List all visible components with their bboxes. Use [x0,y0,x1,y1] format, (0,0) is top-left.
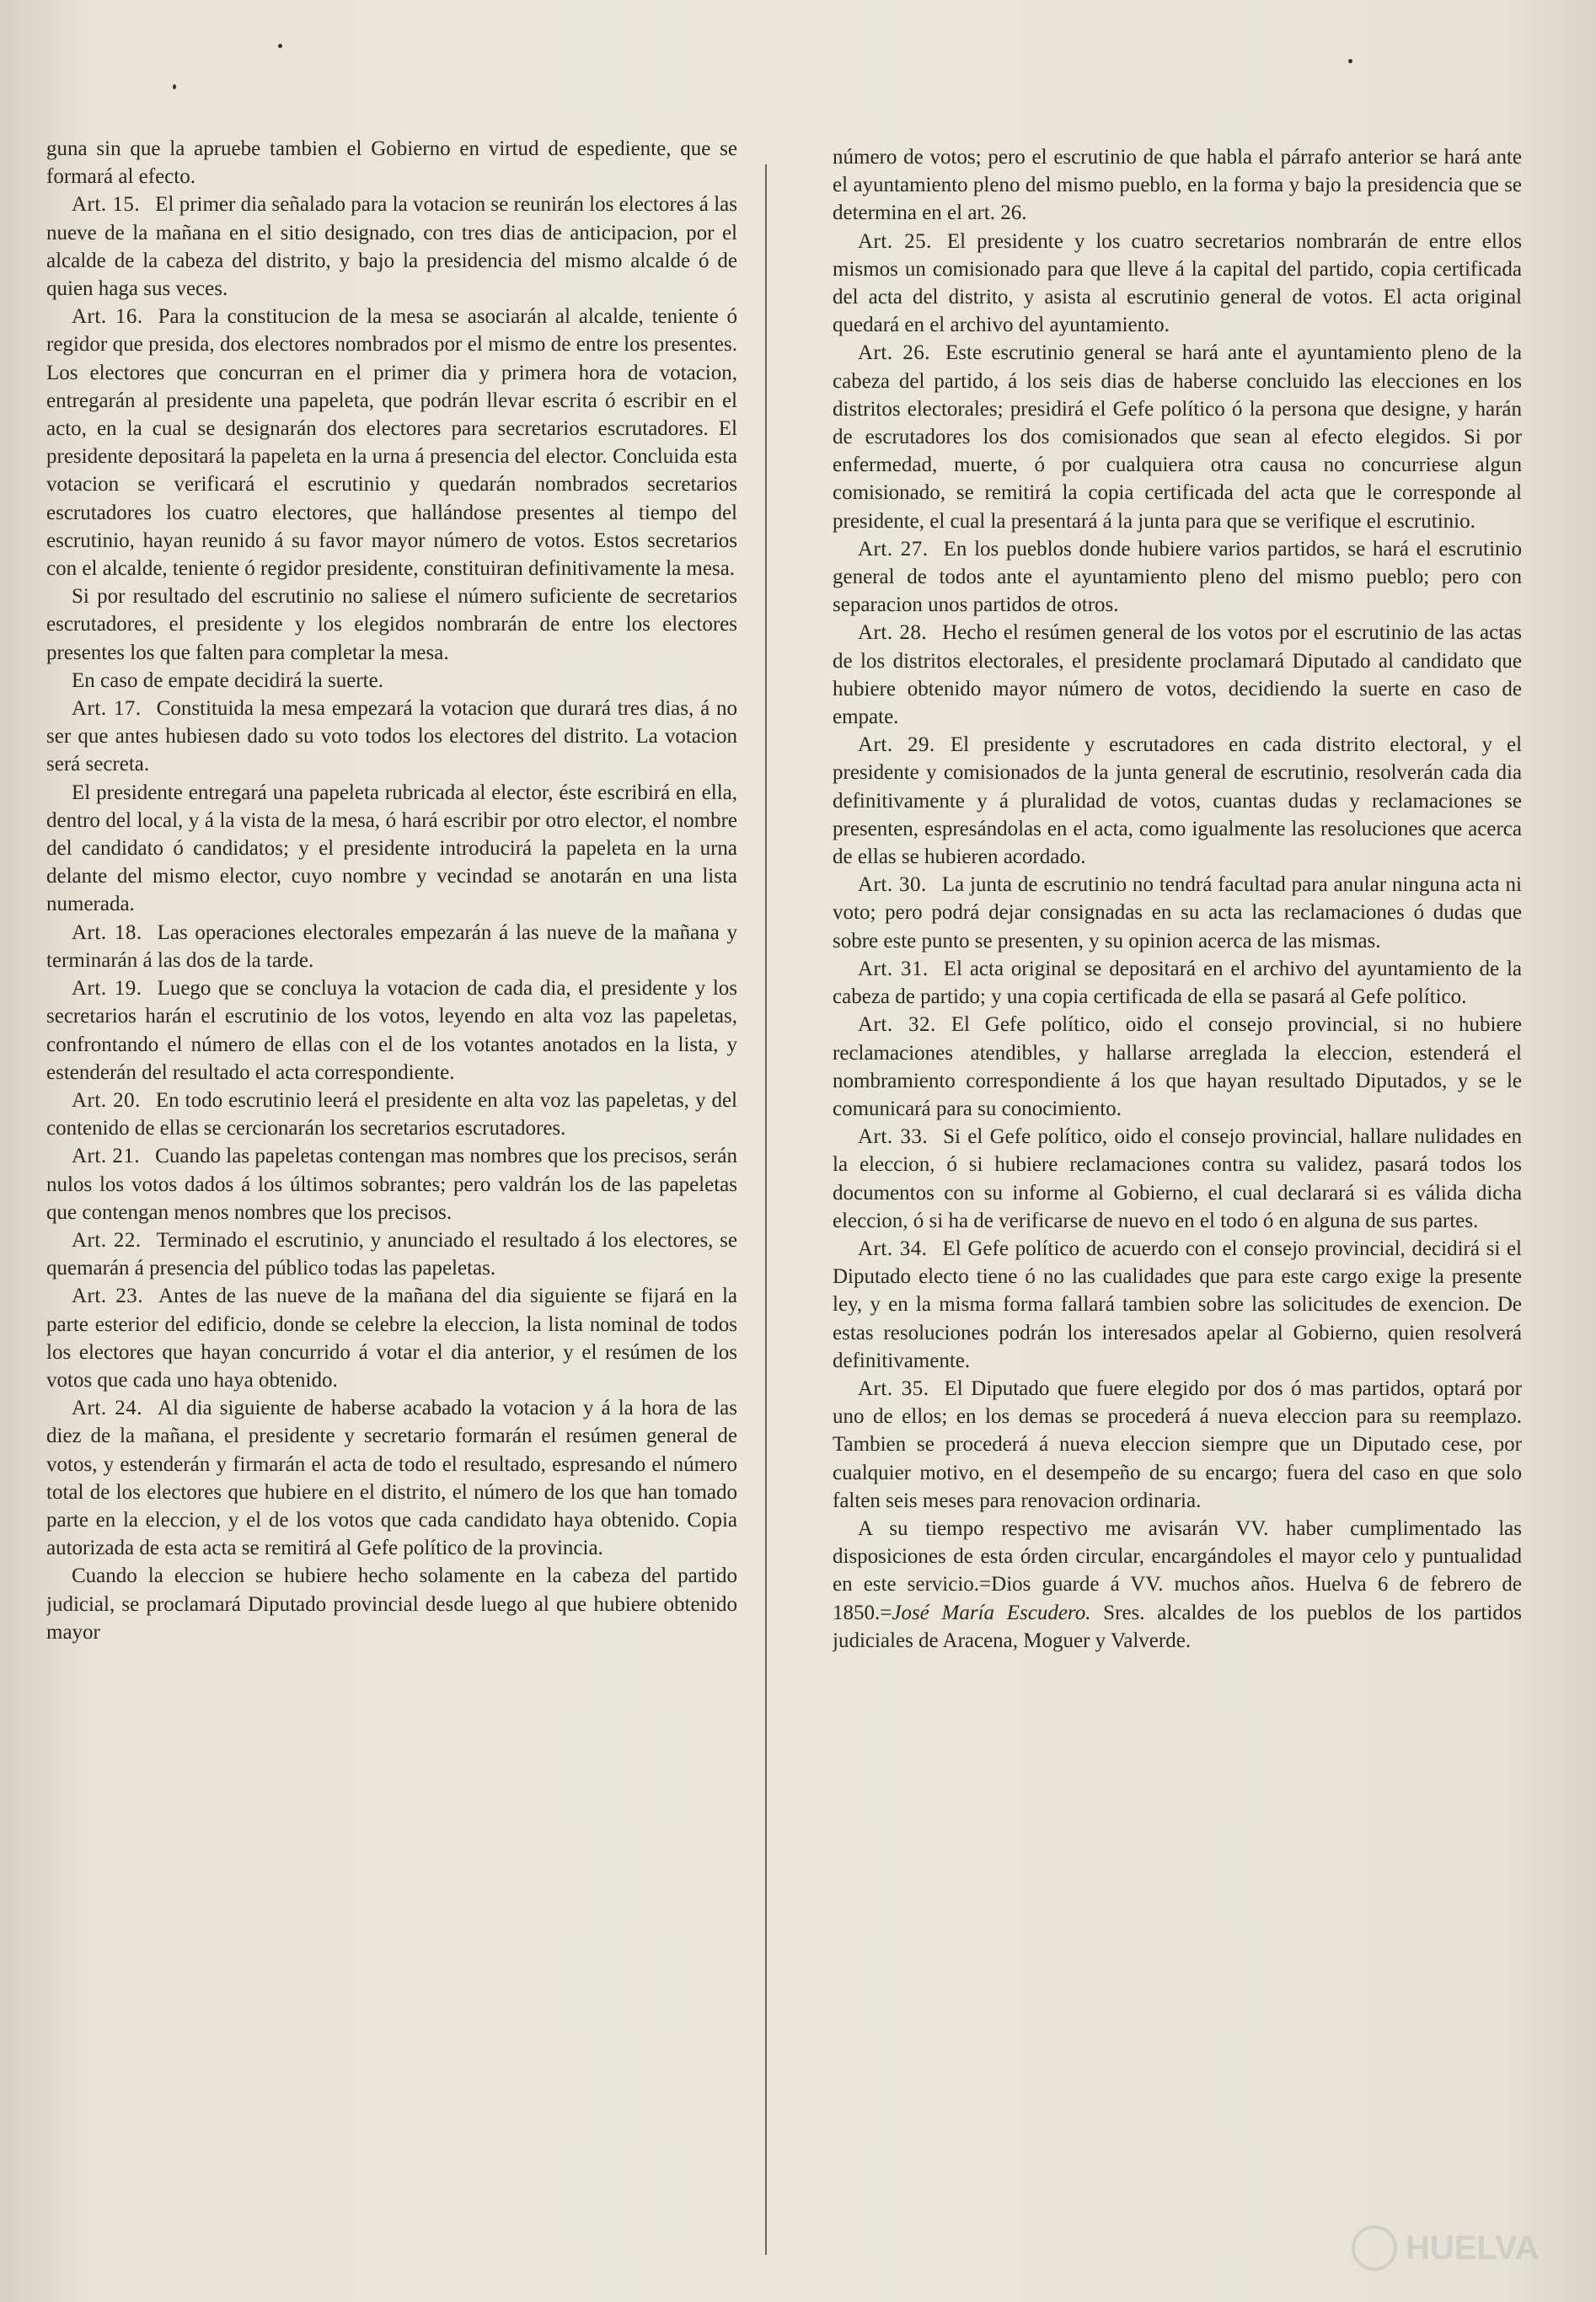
paragraph-text: Las operaciones electorales empezarán á las nueve de la mañana y terminarán á las dos de la tarde. [46,920,737,972]
paragraph [46,974,737,1087]
paragraph-text: Si por resultado del escrutinio no saliese el número suficiente de secretarios escrutadores, el presidente y los elegidos nombrarán de entre los electores presentes los que falten para completar la mesa. [46,585,737,664]
paragraph [833,1011,1522,1123]
paragraph-text: El presidente y escrutadores en cada distrito electoral, y el presidente y comisionados de la junta general de escrutinio, resolverán cada dia definitivamente y á pluralidad de votos, cuantas dudas y reclamaciones se presenten, espresándolas en el acta, como igualmente las resoluciones que acerca de ellas se hubieren acordado. [833,733,1522,869]
article-label: Art. 27. [858,537,929,561]
paragraph-text: El presidente entregará una papeleta rubricada al elector, éste escribirá en ella, dentro del local, y á la vista de la mesa, ó hará escribir por otro elector, el nombre del candidato ó candidatos; y el presidente introducirá la papeleta en la urna delante del mismo elector, cuyo nombre y vecindad se anotarán en una lista numerada. [46,781,737,916]
paragraph-text: Para la constitucion de la mesa se asociarán al alcalde, teniente ó regidor que presida, dos electores nombrados por el mismo de entre los presentes. Los electores que concurran en el primer dia y primera hora de votacion, entregarán al presidente una papeleta, que podrán llevar escrita ó escribir en el acto, en la cual se designarán dos electores para secretarios escrutadores. El presidente depositará la papeleta en la urna á presencia del elector. Concluida esta votacion se verificará el escrutinio y quedarán nombrados secretarios escrutadores los cuatro electores, que hallándose presentes al tiempo del escrutinio, hayan reunido á su favor mayor número de votos. Estos secretarios con el alcalde, teniente ó regidor presidente, constituiran definitivamente la mesa. [46,305,737,581]
paragraph-text: En todo escrutinio leerá el presidente en alta voz las papeletas, y del contenido de ellas se cercionarán los secretarios escrutadores. [46,1088,737,1140]
paragraph [46,667,737,695]
paragraph-text: Terminado el escrutinio, y anunciado el resultado á los electores, se quemarán á presencia del público todas las papeletas. [46,1228,737,1280]
paragraph-text: número de votos; pero el escrutinio de que habla el párrafo anterior se hará ante el ayuntamiento pleno del mismo pueblo, en la forma y bajo la presidencia que se determina en el art. 26. [833,146,1522,225]
paragraph [46,1562,737,1646]
paragraph [833,339,1522,534]
left-column [46,135,737,2234]
paragraph-text: Este escrutinio general se hará ante el ayuntamiento pleno de la cabeza del partido, á los seis dias de haberse concluido las elecciones en los distritos electorales; presidirá el Gefe político ó la persona que designe, y harán de escrutadores los dos comisionados que sean al efecto elegidos. Si por enfermedad, muerte, ó por cualquiera otra causa no concurriese algun comisionado, se remitirá la copia certificada del acta que le corresponde al presidente, el cual la presentará á la junta para que se verifique el escrutinio. [833,341,1522,533]
paragraph-text: Cuando la eleccion se hubiere hecho solamente en la cabeza del partido judicial, se proclamará Diputado provincial desde luego al que hubiere obtenido mayor [46,1564,737,1644]
ink-speck [278,44,282,48]
article-label: Art. 33. [858,1125,929,1149]
paragraph-text: Al dia siguiente de haberse acabado la votacion y á la hora de las diez de la mañana, el presidente y secretario formarán el resúmen general de votos, y estenderán y firmarán el acta de todo el resultado, espresando el número total de los electores que hubiere en el distrito, el número de los que han tomado parte en la eleccion, y el de los votos que cada candidato haya obtenido. Copia autorizada de esta acta se remitirá al Gefe político de la provincia. [46,1397,737,1560]
ink-speck [1348,59,1352,63]
paragraph-text: El primer dia señalado para la votacion se reunirán los electores á las nueve de la mañana en el sitio designado, con tres dias de anticipacion, por el alcalde de la cabeza del distrito, y bajo la presidencia del mismo alcalde ó de quien haga sus veces. [46,193,737,301]
paragraph-text: El Gefe político, oido el consejo provincial, si no hubiere reclamaciones atendibles, y hallarse arreglada la eleccion, estenderá el nombramiento correspondiente á los que hayan resultado Diputados, y se le comunicará para su conocimiento. [833,1013,1522,1120]
right-column [833,143,1522,2259]
article-label: Art. 24. [72,1397,142,1420]
paragraph-text: Luego que se concluya la votacion de cada dia, el presidente y los secretarios harán el escrutinio de los votos, leyendo en alta voz las papeletas, confrontando el número de ellas con el de los votantes anotados en la lista, y estenderán del resultado el acta correspondiente. [46,977,737,1084]
paragraph [46,582,737,667]
paragraph [833,955,1522,1011]
paragraph-text: Hecho el resúmen general de los votos por el escrutinio de las actas de los distritos electorales, el presidente proclamará Diputado al candidato que hubiere obtenido mayor número de votos, decidiendo la suerte en caso de empate. [833,621,1522,729]
paragraph [833,619,1522,731]
paragraph [833,1375,1522,1515]
paragraph [46,303,737,582]
article-label: Art. 35. [858,1376,929,1400]
article-label: Art. 16. [72,305,143,329]
paragraph [46,1226,737,1282]
signer-name: José María Escudero. [892,1601,1091,1624]
recipients-text: Sres. alcaldes de los pueblos de los partidos judiciales de Aracena, Moguer y Valverde. [833,1601,1522,1652]
article-label: Art. 31. [858,957,929,980]
closing-paragraph [833,1515,1522,1655]
paragraph-text: A su tiempo respectivo me avisarán VV. haber cumplimentado las disposiciones de esta órden circular, encargándoles el mayor celo y puntualidad en este servicio.=Dios guarde á VV. muchos años. Huelva 6 de febrero de 1850.= [833,1516,1522,1624]
paragraph [833,1123,1522,1235]
article-label: Art. 15. [72,193,141,217]
paragraph-text: Si el Gefe político, oido el consejo provincial, hallare nulidades en la eleccion, ó si hubiere reclamaciones contra su validez, pasará todos los documentos con su informe al Gobierno, el cual declarará si es válida dicha eleccion, ó si ha de verificarse de nuevo en el todo ó en alguna de sus partes. [833,1125,1522,1232]
paragraph [833,731,1522,871]
paragraph [46,1142,737,1226]
ink-speck [173,84,176,89]
article-label: Art. 32. [858,1013,936,1037]
paragraph [833,871,1522,955]
paragraph-text: La junta de escrutinio no tendrá facultad para anular ninguna acta ni voto; pero podrá dejar consignadas en su acta las reclamaciones ó dudas que sobre este punto se presenten, y su opinion acerca de las mismas. [833,873,1522,952]
archive-logo-icon [1352,2225,1397,2271]
paragraph [833,143,1522,228]
archive-watermark [1352,2223,1562,2273]
paragraph [46,919,737,974]
article-label: Art. 19. [72,977,142,1001]
paragraph-text: Cuando las papeletas contengan mas nombres que los precisos, serán nulos los votos dados á los últimos sobrantes; pero valdrán los de las papeletas que contengan menos nombres que los precisos. [46,1145,737,1224]
paragraph-text: El Diputado que fuere elegido por dos ó mas partidos, optará por uno de ellos; en los demas se procederá á nueva eleccion para su reemplazo. Tambien se procederá á nueva eleccion siempre que un Diputado cese, por cualquier motivo, en el desempeño de su encargo; fuera del caso en que solo falten seis meses para renovacion ordinaria. [833,1376,1522,1512]
paragraph [46,190,737,303]
article-label: Art. 25. [858,229,932,253]
paragraph [833,535,1522,620]
article-label: Art. 26. [858,341,931,365]
paragraph-text: Antes de las nueve de la mañana del dia siguiente se fijará en la parte esterior del edificio, donde se celebre la eleccion, la lista nominal de todos los electores que hayan concurrido á votar el dia anterior, y el resúmen de los votos que cada uno haya obtenido. [46,1285,737,1392]
watermark-text: HUELVA [1406,2229,1540,2267]
article-label: Art. 30. [858,873,927,897]
article-label: Art. 20. [72,1088,141,1112]
paragraph [46,1394,737,1562]
paragraph [833,228,1522,340]
paragraph-text: Constituida la mesa empezará la votacion que durará tres dias, á no ser que antes hubiesen dado su voto todos los electores del distrito. La votacion será secreta. [46,697,737,776]
paragraph-text: El acta original se depositará en el archivo del ayuntamiento de la cabeza de partido; y una copia certificada de ella se pasará al Gefe político. [833,957,1522,1009]
paragraph [833,1235,1522,1375]
column-divider [765,164,767,2255]
paragraph [46,779,737,919]
article-label: Art. 22. [72,1228,142,1252]
paragraph-text: En caso de empate decidirá la suerte. [72,668,383,692]
article-label: Art. 23. [72,1285,143,1308]
paragraph-text: guna sin que la apruebe tambien el Gobierno en virtud de espediente, que se formará al efecto. [46,137,737,189]
article-label: Art. 28. [858,621,928,645]
paragraph [46,1087,737,1142]
article-label: Art. 34. [858,1237,928,1260]
paragraph-text: En los pueblos donde hubiere varios partidos, se hará el escrutinio general de todos ante el ayuntamiento pleno del mismo pueblo; pero con separacion unos partidos de otros. [833,537,1522,617]
article-label: Art. 21. [72,1145,141,1168]
article-label: Art. 17. [72,697,142,721]
article-label: Art. 18. [72,920,142,944]
paragraph-text: El presidente y los cuatro secretarios nombrarán de entre ellos mismos un comisionado para que lleve á la capital del partido, copia certificada del acta del distrito, y asista al escrutinio general de votos. El acta original quedará en el archivo del ayuntamiento. [833,229,1522,337]
paragraph [46,135,737,190]
article-label: Art. 29. [858,733,935,757]
paragraph [46,695,737,779]
paragraph [46,1282,737,1394]
paragraph-text: El Gefe político de acuerdo con el consejo provincial, decidirá si el Diputado electo tiene ó no las cualidades que para este cargo exige la presente ley, y en la misma forma fallará tambien sobre las solicitudes de exencion. De estas resoluciones podrán los interesados apelar al Gobierno, quien resolverá definitivamente. [833,1237,1522,1372]
